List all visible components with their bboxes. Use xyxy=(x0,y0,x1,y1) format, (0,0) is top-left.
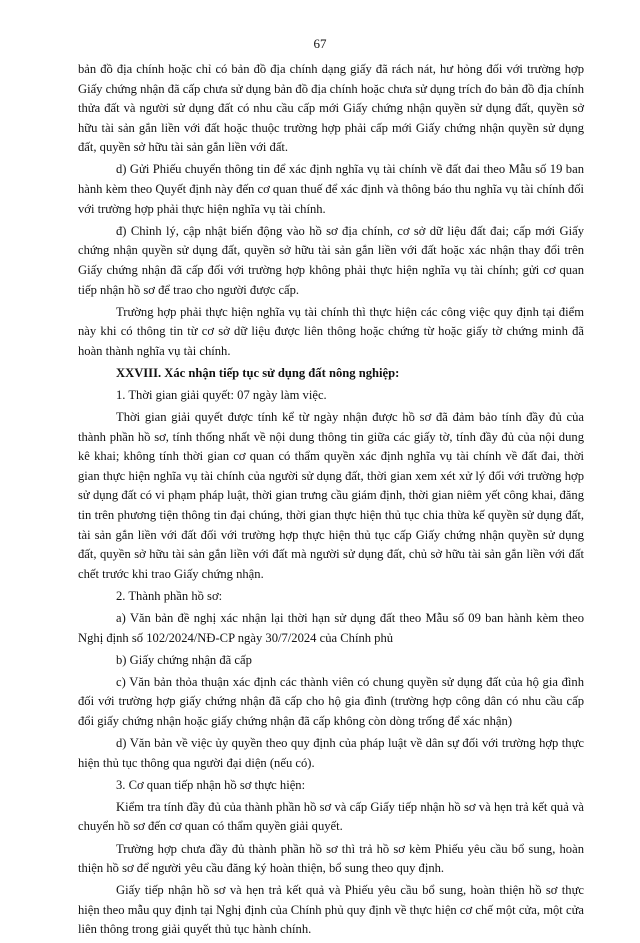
paragraph: Giấy tiếp nhận hồ sơ và hẹn trả kết quả và Phiếu yêu cầu bổ sung, hoàn thiện hồ sơ thực hiện theo mẫu quy định tại Nghị định của Chính phủ quy định về thực hiện cơ chế một cửa, một cửa liên thông trong giải quyết thủ tục hành chính. xyxy=(78,883,584,937)
paragraph: 3. Cơ quan tiếp nhận hồ sơ thực hiện: xyxy=(116,777,306,792)
paragraph: 1. Thời gian giải quyết: 07 ngày làm việc. xyxy=(116,388,327,402)
paragraph: d) Gửi Phiếu chuyển thông tin để xác định nghĩa vụ tài chính về đất đai theo Mẫu số 19 ban hành kèm theo Quyết định này đến cơ quan thuế để xác định và thông báo thu nghĩa vụ tài chính đối với trường hợp phải thực hiện nghĩa vụ tài chính. xyxy=(78,162,584,216)
paragraph: đ) Chỉnh lý, cập nhật biến động vào hồ sơ địa chính, cơ sở dữ liệu đất đai; cấp mới Giấy chứng nhận quyền sử dụng đất, quyền sở hữu tài sản gắn liền với đất hoặc xác nhận thay đổi trên Giấy chứng nhận đã cấp đối với trường hợp không phải thực hiện nghĩa vụ tài chính; gửi cơ quan tiếp nhận hồ sơ để trao cho người được cấp. xyxy=(78,223,584,297)
section-heading: XXVIII. Xác nhận tiếp tục sử dụng đất nông nghiệp: xyxy=(116,365,400,380)
paragraph: Trường hợp chưa đầy đủ thành phần hồ sơ thì trả hồ sơ kèm Phiếu yêu cầu bổ sung, hoàn thiện hồ sơ để người yêu cầu đăng ký hoàn thiện, bổ sung theo quy định. xyxy=(78,841,584,876)
page-number: 67 xyxy=(313,36,327,51)
paragraph: bản đồ địa chính hoặc chỉ có bản đồ địa chính dạng giấy đã rách nát, hư hỏng đối với trường hợp Giấy chứng nhận đã cấp chưa sử dụng bản đồ địa chính hoặc chưa sử dụng trích đo bản đồ địa chính thửa đất và người sử dụng đất có nhu cầu cấp mới Giấy chứng nhận quyền sử dụng đất, quyền sở hữu tài sản gắn liền với đất hoặc thuộc trường hợp phải cấp mới Giấy chứng nhận quyền sử dụng đất, quyền sở hữu tài sản gắn liền với đất. xyxy=(78,62,584,155)
paragraph: a) Văn bản đề nghị xác nhận lại thời hạn sử dụng đất theo Mẫu số 09 ban hành kèm theo Nghị định số 102/2024/NĐ-CP ngày 30/7/2024 của Chính phủ xyxy=(78,611,584,645)
paragraph: Kiểm tra tính đầy đủ của thành phần hồ sơ và cấp Giấy tiếp nhận hồ sơ và hẹn trả kết quả và chuyển hồ sơ đến cơ quan có thẩm quyền giải quyết. xyxy=(78,799,584,834)
paragraph: 2. Thành phần hồ sơ: xyxy=(116,588,223,603)
paragraph: Trường hợp phải thực hiện nghĩa vụ tài chính thì thực hiện các công việc quy định tại điểm này khi có thông tin từ cơ sở dữ liệu được liên thông hoặc chứng từ hoặc giấy tờ chứng minh đã hoàn thành nghĩa vụ tài chính. xyxy=(78,304,584,358)
paragraph: c) Văn bản thỏa thuận xác định các thành viên có chung quyền sử dụng đất của hộ gia đình đối với trường hợp giấy chứng nhận đã cấp cho hộ gia đình (trường hợp công dân có nhu cầu cấp đổi giấy chứng nhận hoặc giấy chứng nhận đã cấp không còn dòng trống để xác nhận) xyxy=(78,674,584,728)
paragraph: Thời gian giải quyết được tính kể từ ngày nhận được hồ sơ đã đảm bảo tính đầy đủ của thành phần hồ sơ, tính thống nhất về nội dung thông tin giữa các giấy tờ, tính đầy đủ của nội dung kê khai; không tính thời gian cơ quan có thẩm quyền xác định nghĩa vụ tài chính về đất đai, thời gian thực hiện nghĩa vụ tài chính của người sử dụng đất, thời gian xem xét xử lý đối với trường hợp sử dụng đất có vi phạm pháp luật, thời gian trưng cầu giám định, thời gian niêm yết công khai, đăng tin trên phương tiện thông tin đại chúng, thời gian thực hiện thủ tục chia thừa kế quyền sử dụng đất, tài sản gắn liền với đất đối với trường hợp thực hiện thủ tục cấp Giấy chứng nhận quyền sử dụng đất, quyền sở hữu tài sản gắn liền với đất mà người sử dụng đất, chủ sở hữu tài sản gắn liền với đất chết trước khi trao Giấy chứng nhận. xyxy=(78,410,584,581)
paragraph: b) Giấy chứng nhận đã cấp xyxy=(116,652,252,667)
document-body xyxy=(78,60,584,943)
paragraph: d) Văn bản về việc ủy quyền theo quy định của pháp luật về dân sự đối với trường hợp thực hiện thủ tục thông qua người đại diện (nếu có). xyxy=(78,736,584,770)
